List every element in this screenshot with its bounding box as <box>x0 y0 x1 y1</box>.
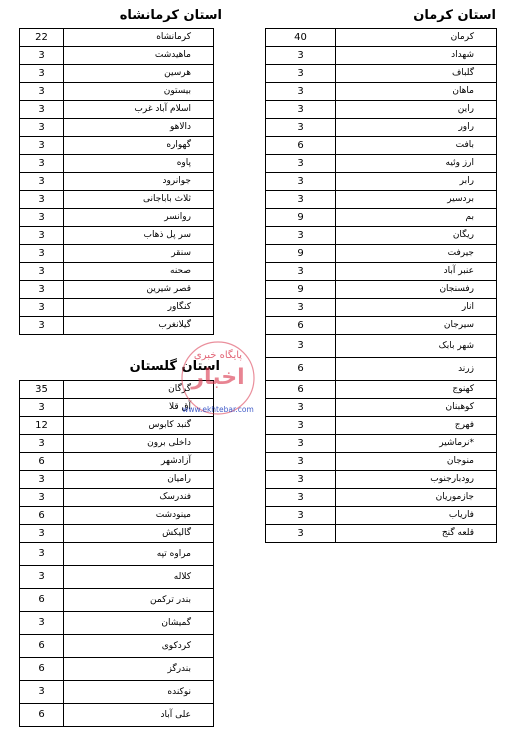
table-row <box>266 435 497 453</box>
count-cell: 3 <box>20 65 64 83</box>
table-row <box>20 191 214 209</box>
table-row <box>266 507 497 525</box>
city-cell: گنبد کابوس <box>64 417 214 435</box>
count-cell: 3 <box>266 507 336 525</box>
count-cell: 3 <box>266 65 336 83</box>
table-row <box>266 263 497 281</box>
count-cell: 12 <box>20 417 64 435</box>
table-row <box>20 589 214 612</box>
table-row <box>20 543 214 566</box>
table-row <box>20 29 214 47</box>
city-cell: رامیان <box>64 471 214 489</box>
table-row <box>20 471 214 489</box>
count-cell: 6 <box>266 381 336 399</box>
count-cell: 6 <box>266 358 336 381</box>
count-cell: 3 <box>20 47 64 65</box>
table-row <box>266 101 497 119</box>
count-cell: 3 <box>266 299 336 317</box>
city-cell: رودبارجنوب <box>336 471 497 489</box>
city-cell: عنبر آباد <box>336 263 497 281</box>
count-cell: 3 <box>20 281 64 299</box>
count-cell: 6 <box>20 635 64 658</box>
table-row <box>20 704 214 727</box>
count-cell: 3 <box>266 263 336 281</box>
count-cell: 3 <box>266 471 336 489</box>
count-cell: 3 <box>266 155 336 173</box>
count-cell: 3 <box>20 612 64 635</box>
count-cell: 3 <box>266 47 336 65</box>
city-cell: جیرفت <box>336 245 497 263</box>
city-cell: آزادشهر <box>64 453 214 471</box>
city-cell: شهر بابک <box>336 335 497 358</box>
kerman-title: استان کرمان <box>413 8 496 23</box>
table-row <box>266 245 497 263</box>
city-cell: جوانرود <box>64 173 214 191</box>
city-cell: قصر شیرین <box>64 281 214 299</box>
count-cell: 9 <box>266 281 336 299</box>
count-cell: 3 <box>266 399 336 417</box>
table-row <box>20 245 214 263</box>
table-row <box>20 658 214 681</box>
golestan-table <box>19 380 214 727</box>
watermark-logo <box>170 338 265 418</box>
table-row <box>266 381 497 399</box>
city-cell: بردسیر <box>336 191 497 209</box>
city-cell: کوهبنان <box>336 399 497 417</box>
city-cell: راین <box>336 101 497 119</box>
watermark-line2: اخبار <box>191 365 245 390</box>
kermanshah-title: استان کرمانشاه <box>119 8 222 23</box>
table-row <box>20 635 214 658</box>
count-cell: 3 <box>20 191 64 209</box>
table-row <box>20 525 214 543</box>
city-cell: سنقر <box>64 245 214 263</box>
count-cell: 3 <box>20 435 64 453</box>
table-row <box>20 566 214 589</box>
city-cell: گلباف <box>336 65 497 83</box>
city-cell: انار <box>336 299 497 317</box>
city-cell: قلعه گنج <box>336 525 497 543</box>
city-cell: رابر <box>336 173 497 191</box>
table-row <box>20 173 214 191</box>
city-cell: هرسین <box>64 65 214 83</box>
table-row <box>266 227 497 245</box>
city-cell: ثلاث باباجانی <box>64 191 214 209</box>
table-row <box>20 317 214 335</box>
count-cell: 3 <box>20 525 64 543</box>
count-cell: 3 <box>20 566 64 589</box>
city-cell: راور <box>336 119 497 137</box>
city-cell: پاوه <box>64 155 214 173</box>
table-row <box>266 47 497 65</box>
table-row <box>266 137 497 155</box>
city-cell: کردکوی <box>64 635 214 658</box>
city-cell: بندر ترکمن <box>64 589 214 612</box>
city-cell: گالیکش <box>64 525 214 543</box>
city-cell: گرگان <box>64 381 214 399</box>
city-cell: بندرگز <box>64 658 214 681</box>
count-cell: 3 <box>266 119 336 137</box>
city-cell: ماهیدشت <box>64 47 214 65</box>
city-cell: سیرجان <box>336 317 497 335</box>
city-cell: ارز وئیه <box>336 155 497 173</box>
count-cell: 3 <box>20 83 64 101</box>
city-cell: *نرماشیر <box>336 435 497 453</box>
table-row <box>266 417 497 435</box>
table-row <box>266 209 497 227</box>
kerman-table <box>265 28 497 543</box>
count-cell: 6 <box>20 658 64 681</box>
city-cell: مینودشت <box>64 507 214 525</box>
table-row <box>266 471 497 489</box>
table-row <box>20 417 214 435</box>
count-cell: 3 <box>20 399 64 417</box>
count-cell: 35 <box>20 381 64 399</box>
count-cell: 6 <box>266 317 336 335</box>
city-cell: رفسنجان <box>336 281 497 299</box>
table-row <box>266 358 497 381</box>
count-cell: 9 <box>266 245 336 263</box>
count-cell: 3 <box>266 83 336 101</box>
table-row <box>266 29 497 47</box>
table-row <box>266 335 497 358</box>
count-cell: 3 <box>20 543 64 566</box>
watermark-line1: پایگاه خبری <box>193 350 243 361</box>
table-row <box>266 399 497 417</box>
table-row <box>20 263 214 281</box>
count-cell: 3 <box>266 173 336 191</box>
city-cell: کهنوج <box>336 381 497 399</box>
count-cell: 6 <box>20 507 64 525</box>
city-cell: نوکنده <box>64 681 214 704</box>
count-cell: 3 <box>20 317 64 335</box>
city-cell: شهداد <box>336 47 497 65</box>
city-cell: بیستون <box>64 83 214 101</box>
table-row <box>20 119 214 137</box>
city-cell: گیلانغرب <box>64 317 214 335</box>
table-row <box>266 453 497 471</box>
table-row <box>20 47 214 65</box>
count-cell: 3 <box>20 119 64 137</box>
city-cell: مراوه تپه <box>64 543 214 566</box>
count-cell: 9 <box>266 209 336 227</box>
count-cell: 3 <box>20 471 64 489</box>
table-row <box>20 155 214 173</box>
count-cell: 3 <box>266 417 336 435</box>
city-cell: بافت <box>336 137 497 155</box>
city-cell: بم <box>336 209 497 227</box>
count-cell: 6 <box>266 137 336 155</box>
city-cell: کنگاور <box>64 299 214 317</box>
city-cell: فندرسک <box>64 489 214 507</box>
count-cell: 3 <box>266 227 336 245</box>
table-row <box>20 453 214 471</box>
table-row <box>20 299 214 317</box>
table-row <box>266 525 497 543</box>
city-cell: صحنه <box>64 263 214 281</box>
kermanshah-table <box>19 28 214 335</box>
city-cell: جازموریان <box>336 489 497 507</box>
count-cell: 3 <box>266 101 336 119</box>
table-row <box>266 299 497 317</box>
table-row <box>266 65 497 83</box>
table-row <box>20 65 214 83</box>
city-cell: سر پل ذهاب <box>64 227 214 245</box>
count-cell: 3 <box>266 335 336 358</box>
count-cell: 3 <box>266 453 336 471</box>
city-cell: زرند <box>336 358 497 381</box>
table-row <box>20 612 214 635</box>
count-cell: 3 <box>20 489 64 507</box>
city-cell: منوجان <box>336 453 497 471</box>
table-row <box>20 209 214 227</box>
table-row <box>20 137 214 155</box>
count-cell: 22 <box>20 29 64 47</box>
city-cell: روانسر <box>64 209 214 227</box>
table-row <box>20 681 214 704</box>
city-cell: دالاهو <box>64 119 214 137</box>
table-row <box>20 227 214 245</box>
table-row <box>266 281 497 299</box>
city-cell: اسلام آباد غرب <box>64 101 214 119</box>
count-cell: 6 <box>20 589 64 612</box>
city-cell: آق قلا <box>64 399 214 417</box>
table-row <box>20 435 214 453</box>
count-cell: 3 <box>20 173 64 191</box>
city-cell: کرمان <box>336 29 497 47</box>
count-cell: 3 <box>20 101 64 119</box>
count-cell: 3 <box>20 681 64 704</box>
table-row <box>266 119 497 137</box>
table-row <box>20 507 214 525</box>
table-row <box>20 83 214 101</box>
table-row <box>266 191 497 209</box>
table-row <box>266 317 497 335</box>
count-cell: 3 <box>20 299 64 317</box>
count-cell: 3 <box>20 245 64 263</box>
city-cell: گمیشان <box>64 612 214 635</box>
city-cell: فاریاب <box>336 507 497 525</box>
city-cell: علی آباد <box>64 704 214 727</box>
table-row <box>266 83 497 101</box>
city-cell: کلاله <box>64 566 214 589</box>
city-cell: کرمانشاه <box>64 29 214 47</box>
city-cell: ریگان <box>336 227 497 245</box>
table-row <box>20 101 214 119</box>
count-cell: 3 <box>20 263 64 281</box>
count-cell: 3 <box>266 525 336 543</box>
watermark-url: www.ekhtebar.com <box>182 405 254 414</box>
count-cell: 3 <box>266 489 336 507</box>
count-cell: 3 <box>20 137 64 155</box>
table-row <box>266 155 497 173</box>
table-row <box>20 281 214 299</box>
count-cell: 3 <box>20 227 64 245</box>
golestan-title: استان گلستان <box>129 359 220 374</box>
count-cell: 3 <box>266 191 336 209</box>
count-cell: 6 <box>20 704 64 727</box>
city-cell: داخلی برون <box>64 435 214 453</box>
table-row <box>266 173 497 191</box>
table-row <box>266 489 497 507</box>
count-cell: 3 <box>20 155 64 173</box>
count-cell: 40 <box>266 29 336 47</box>
city-cell: گهواره <box>64 137 214 155</box>
table-row <box>20 489 214 507</box>
count-cell: 6 <box>20 453 64 471</box>
city-cell: فهرج <box>336 417 497 435</box>
count-cell: 3 <box>20 209 64 227</box>
city-cell: ماهان <box>336 83 497 101</box>
count-cell: 3 <box>266 435 336 453</box>
